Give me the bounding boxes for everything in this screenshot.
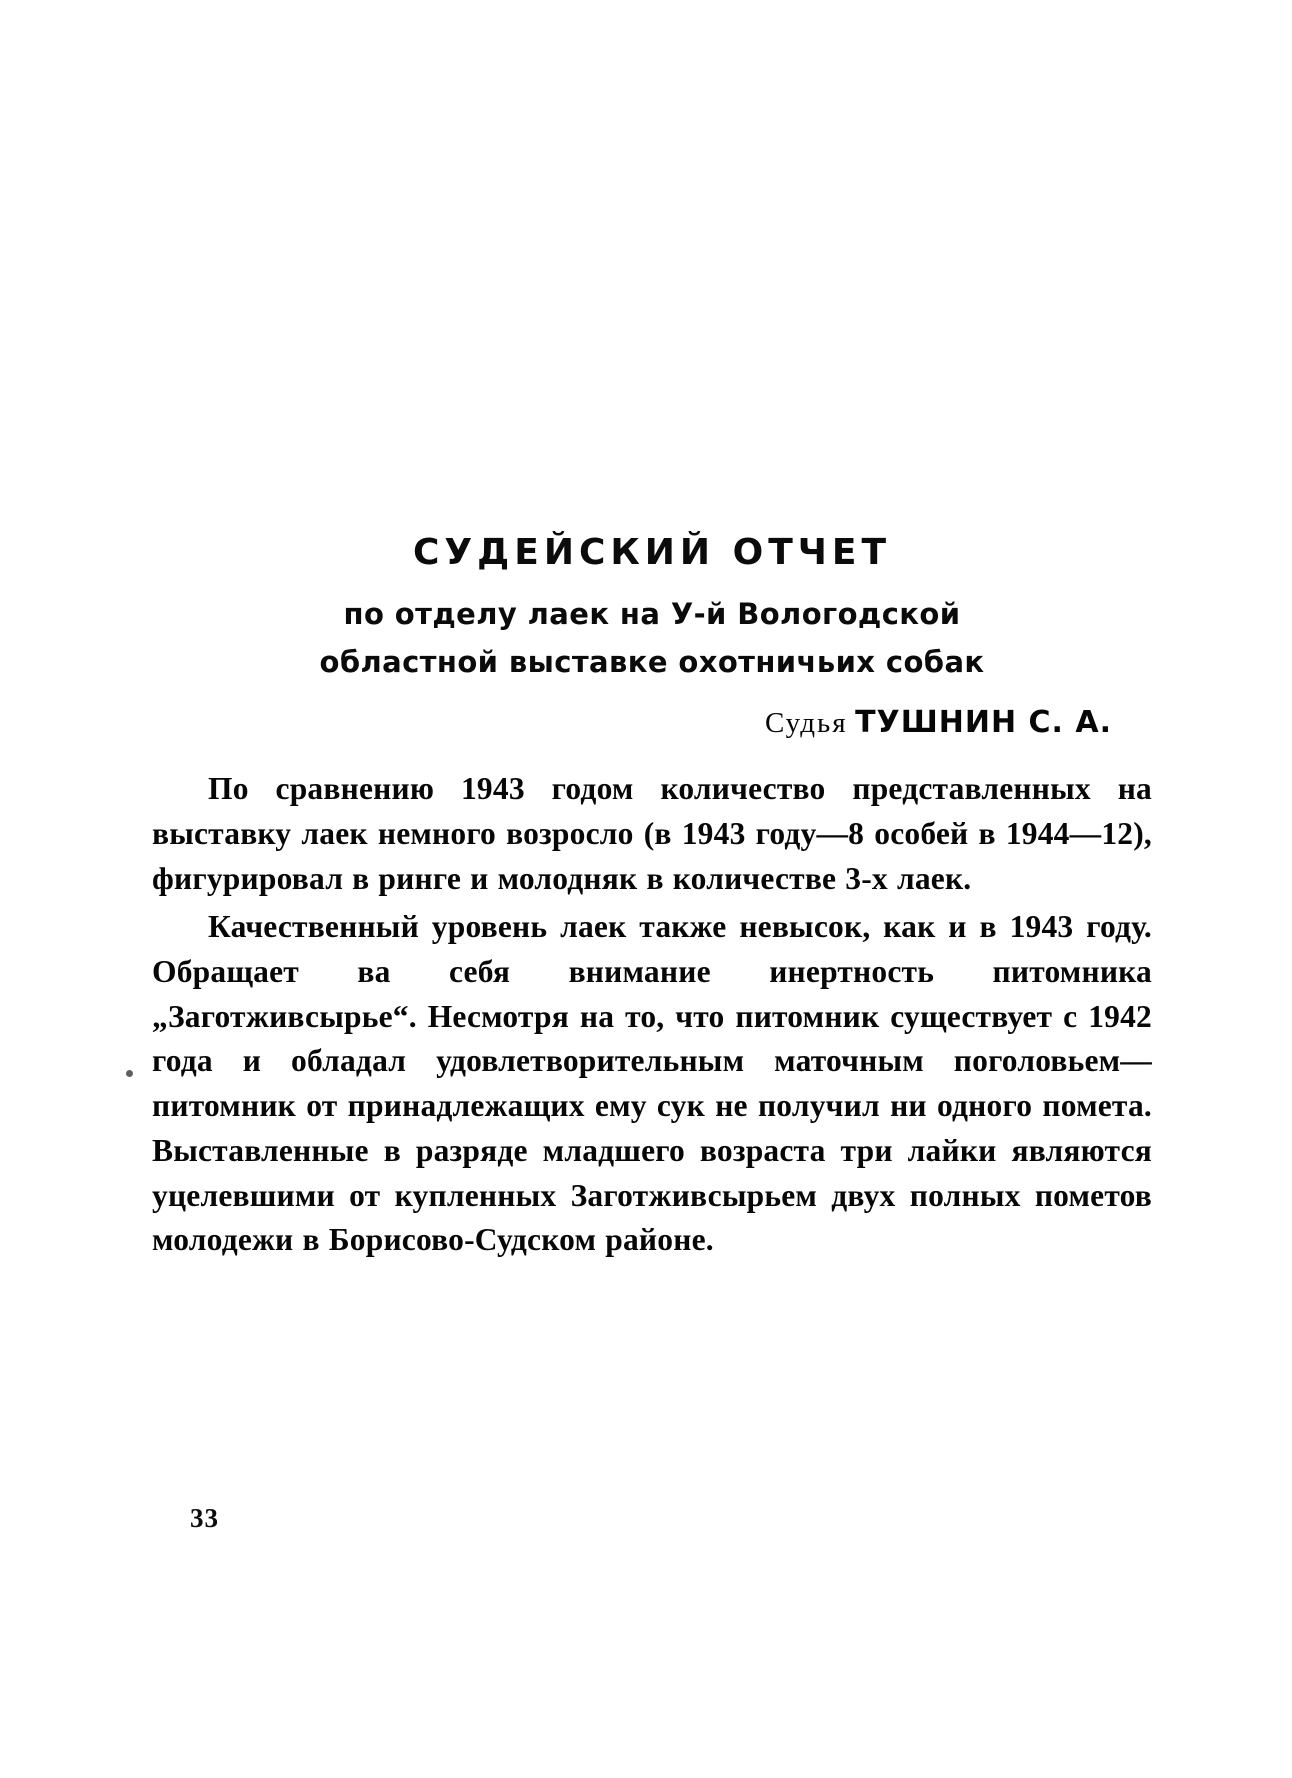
paragraph: Качественный уровень лаек также невысок, как и в 1943 году. Обращает ва себя внимание инертность питомника „Заготживсырье“. Несмотря на то, что питомник существует с 1942 года и обладал удовлетворительным маточным поголовьем—питомник от принадлежащих ему сук не получил ни одного помета. Выставленные в разряде младшего возраста три лайки являются уцелевшими от купленных Заготживсырьем двух полных пометов молодежи в Борисово-Судском районе. — [152, 909, 1152, 1258]
page-subtitle — [152, 593, 1152, 683]
page-content — [152, 530, 1152, 1263]
paragraph: По сравнению 1943 годом количество представленных на выставку лаек немного возросло (в 1943 году—8 особей в 1944—12), фигурировал в ринге и молодняк в количестве 3-х лаек. — [152, 771, 1152, 896]
page-number: 33 — [190, 1503, 219, 1533]
body-text — [152, 767, 1152, 1263]
byline-label: Судья — [764, 707, 848, 740]
subtitle-line-1: по отделу лаек на У-й Вологодской — [343, 597, 961, 631]
byline — [152, 705, 1112, 741]
page-title: СУДЕЙСКИЙ ОТЧЕТ — [413, 532, 891, 573]
byline-name: ТУШНИН С. А. — [855, 705, 1112, 741]
scan-speck — [126, 1070, 133, 1077]
subtitle-line-2: областной выставке охотничьих собак — [319, 645, 985, 680]
